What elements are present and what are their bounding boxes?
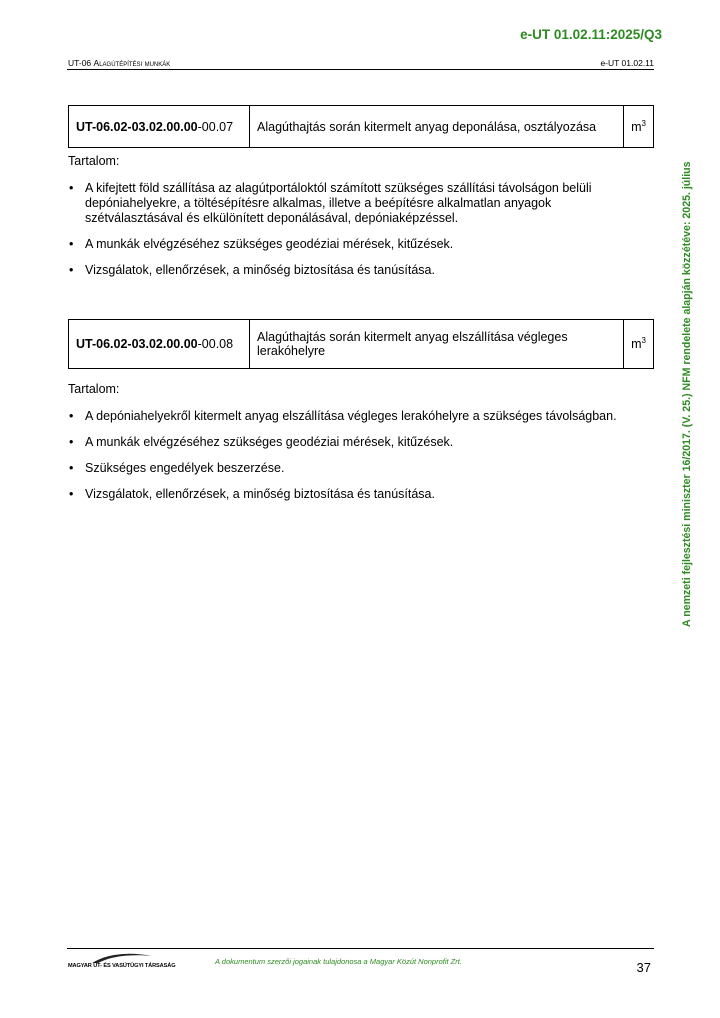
- list-item: • A munkák elvégzéséhez szükséges geodéziai mérések, kitűzések.: [69, 237, 454, 251]
- item-table-2: [68, 319, 654, 369]
- bullet-icon: •: [69, 409, 74, 423]
- section-title: Alagútépítési munkák: [93, 58, 171, 68]
- list-item: • A kifejtett föld szállítása az alagútportáloktól számított szükséges szállítási távolságon belüli depóniahelyekre, a töltésépítésre alkalmas, illetve a beépítésre alkalmatlan anyagok szétválasztásával és elkülönített deponálásával, depóniaképzéssel.: [69, 181, 592, 225]
- running-header-doc-ref: e-UT 01.02.11: [600, 58, 654, 68]
- item-code: UT-06.02-03.02.00.00-00.07: [69, 106, 250, 148]
- content-bullet-list-1: [68, 181, 638, 289]
- item-description: Alagúthajtás során kitermelt anyag elszállítása végleges lerakóhelyre: [250, 320, 624, 369]
- item-table-1: [68, 105, 654, 148]
- item-description: Alagúthajtás során kitermelt anyag deponálása, osztályozása: [250, 106, 624, 148]
- footer-divider: [67, 948, 654, 949]
- bullet-icon: •: [69, 487, 74, 501]
- logo-text: MAGYAR ÚT- ÉS VASÚTÜGYI TÁRSASÁG: [68, 963, 176, 969]
- list-item: • Vizsgálatok, ellenőrzések, a minőség biztosítása és tanúsítása.: [69, 263, 435, 277]
- bullet-icon: •: [69, 181, 74, 195]
- bullet-icon: •: [69, 461, 74, 475]
- content-label: Tartalom:: [68, 382, 120, 396]
- copyright-notice: A dokumentum szerzői jogainak tulajdonosa a Magyar Közút Nonprofit Zrt.: [215, 957, 462, 966]
- bullet-icon: •: [69, 263, 74, 277]
- list-item: • A depóniahelyekről kitermelt anyag elszállítása végleges lerakóhelyre a szükséges távolságban.: [69, 409, 617, 423]
- list-item: • A munkák elvégzéséhez szükséges geodéziai mérések, kitűzések.: [69, 435, 454, 449]
- running-header-section: [68, 58, 170, 68]
- item-unit: $m^3$: [624, 106, 654, 148]
- header-divider: [67, 69, 654, 70]
- document-code: e-UT 01.02.11:2025/Q3: [520, 27, 662, 42]
- content-label: Tartalom:: [68, 154, 120, 168]
- section-code: UT-06: [68, 58, 92, 68]
- content-bullet-list-2: [68, 409, 638, 513]
- page-number: 37: [636, 960, 651, 975]
- society-logo: [68, 952, 176, 974]
- item-unit: $m^3$: [624, 320, 654, 369]
- list-item: • Szükséges engedélyek beszerzése.: [69, 461, 285, 475]
- list-item: • Vizsgálatok, ellenőrzések, a minőség biztosítása és tanúsítása.: [69, 487, 435, 501]
- item-code: UT-06.02-03.02.00.00-00.08: [69, 320, 250, 369]
- publication-side-note: A nemzeti fejlesztési miniszter 16/2017. (V. 25.) NFM rendelete alapján közzétéve: 2025. július: [681, 161, 693, 627]
- bullet-icon: •: [69, 237, 74, 251]
- bullet-icon: •: [69, 435, 74, 449]
